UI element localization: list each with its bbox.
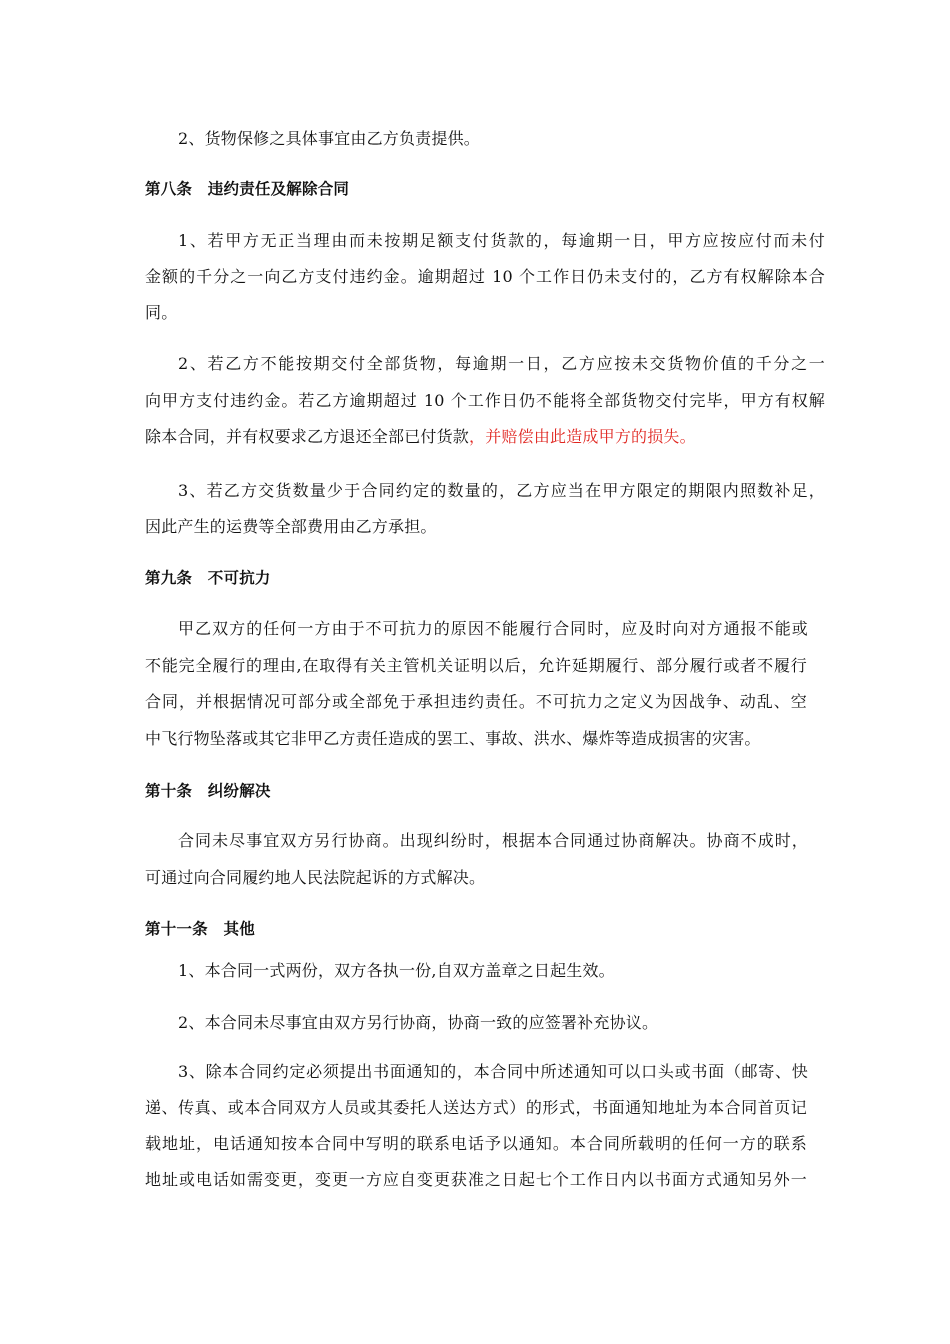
article10-heading: 第十条 纠纷解决 xyxy=(145,782,271,800)
article8-p3-line1: 3、若乙方交货数量少于合同约定的数量的，乙方应当在甲方限定的期限内照数补足， xyxy=(178,481,825,500)
article9-p1-line1: 甲乙双方的任何一方由于不可抗力的原因不能履行合同时，应及时向对方通报不能或 xyxy=(178,619,808,638)
article8-p2-line1: 2、若乙方不能按期交付全部货物，每逾期一日，乙方应按未交货物价值的千分之一 xyxy=(178,354,825,373)
article8-p2-line3-text: 除本合同，并有权要求乙方退还全部已付货款 xyxy=(145,427,470,446)
article9-p1-line4: 中飞行物坠落或其它非甲乙方责任造成的罢工、事故、洪水、爆炸等造成损害的灾害。 xyxy=(145,729,761,748)
article10-p1-line1: 合同未尽事宜双方另行协商。出现纠纷时，根据本合同通过协商解决。协商不成时， xyxy=(178,831,808,850)
article8-p2-line3-red-text: ，并赔偿由此造成甲方的损失。 xyxy=(469,427,696,446)
article11-item3-line4: 地址或电话如需变更，变更一方应自变更获准之日起七个工作日内以书面方式通知另外一 xyxy=(145,1170,807,1189)
article8-p1-line1: 1、若甲方无正当理由而未按期足额支付货款的，每逾期一日，甲方应按应付而未付 xyxy=(178,231,825,250)
article8-p3-line2: 因此产生的运费等全部费用由乙方承担。 xyxy=(145,517,437,536)
article11-item2: 2、本合同未尽事宜由双方另行协商，协商一致的应签署补充协议。 xyxy=(178,1013,659,1032)
clause7-item2: 2、货物保修之具体事宜由乙方负责提供。 xyxy=(178,129,480,148)
article11-heading: 第十一条 其他 xyxy=(145,920,255,938)
article9-heading: 第九条 不可抗力 xyxy=(145,569,271,587)
article8-p2-line2: 向甲方支付违约金。若乙方逾期超过 10 个工作日仍不能将全部货物交付完毕，甲方有权解 xyxy=(145,391,825,410)
article10-p1-line2: 可通过向合同履约地人民法院起诉的方式解决。 xyxy=(145,868,486,887)
article8-heading: 第八条 违约责任及解除合同 xyxy=(145,180,350,198)
article9-p1-line3: 合同，并根据情况可部分或全部免于承担违约责任。不可抗力之定义为因战争、动乱、空 xyxy=(145,692,807,711)
article11-item1: 1、本合同一式两份，双方各执一份,自双方盖章之日起生效。 xyxy=(178,961,615,980)
article8-p2-line3 xyxy=(145,426,825,448)
article11-item3-line1: 3、除本合同约定必须提出书面通知的，本合同中所述通知可以口头或书面（邮寄、快 xyxy=(178,1062,808,1081)
article8-p1-line3: 同。 xyxy=(145,303,178,322)
article8-p1-line2: 金额的千分之一向乙方支付违约金。逾期超过 10 个工作日仍未支付的，乙方有权解除本合 xyxy=(145,267,825,286)
article11-item3-line3: 载地址，电话通知按本合同中写明的联系电话予以通知。本合同所载明的任何一方的联系 xyxy=(145,1134,807,1153)
article9-p1-line2: 不能完全履行的理由,在取得有关主管机关证明以后，允许延期履行、部分履行或者不履行 xyxy=(145,656,807,675)
article11-item3-line2: 递、传真、或本合同双方人员或其委托人送达方式）的形式，书面通知地址为本合同首页记 xyxy=(145,1098,807,1117)
